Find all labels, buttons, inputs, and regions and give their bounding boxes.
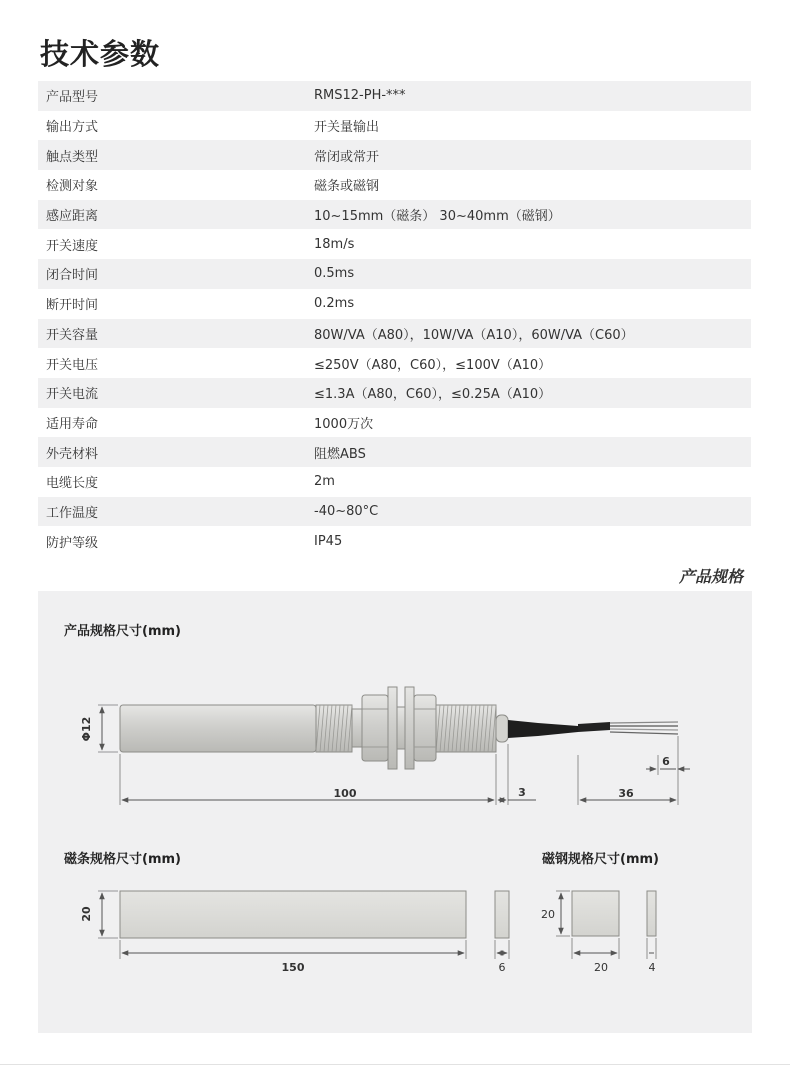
cable [508, 720, 578, 738]
spec-label: 开关电流 [46, 387, 99, 403]
spec-label: 开关容量 [46, 327, 99, 343]
spec-row [38, 111, 751, 141]
spec-row [38, 348, 751, 378]
spec-label: 防护等级 [46, 535, 99, 551]
cable-gland [496, 715, 508, 742]
strip-label: 6 [662, 755, 670, 768]
spec-label: 工作温度 [46, 505, 99, 521]
spec-value: RMS12-PH-*** [314, 88, 406, 104]
sensor-drawing [80, 687, 690, 805]
spec-value: 开关量输出 [314, 120, 380, 136]
gap-label: 3 [518, 786, 526, 799]
strip-height-label: 20 [80, 906, 93, 922]
length-label: 100 [333, 787, 357, 800]
spec-value: 磁条或磁钢 [314, 179, 380, 195]
spec-value: ≤250V（A80，C60），≤100V（A10） [314, 357, 552, 373]
spec-label: 输出方式 [46, 120, 99, 136]
spec-value: 10~15mm（磁条） 30~40mm（磁钢） [314, 209, 561, 225]
strip-length-label: 150 [281, 961, 305, 974]
dia-label: Φ12 [80, 716, 93, 742]
spec-label: 断开时间 [46, 298, 99, 314]
spec-row [38, 229, 751, 259]
spec-row [38, 140, 751, 170]
drawing-panel [38, 591, 752, 1033]
spec-row [38, 467, 751, 497]
spec-row [38, 81, 751, 111]
spec-label: 触点类型 [46, 149, 99, 165]
strip-bar [120, 891, 466, 938]
strip-side [495, 891, 509, 938]
magnet-block [572, 891, 619, 936]
spec-value: 0.5ms [314, 266, 355, 282]
spec-value: -40~80°C [314, 503, 379, 519]
technical-drawing [38, 591, 752, 1033]
magnet-side [647, 891, 656, 936]
magnet-width-label: 20 [594, 961, 608, 974]
spec-label: 电缆长度 [46, 476, 99, 492]
spec-value: 阻燃ABS [314, 446, 366, 462]
spec-value: 80W/VA（A80），10W/VA（A10），60W/VA（C60） [314, 327, 634, 343]
section-subtitle: 产品规格 [678, 567, 743, 586]
strip-drawing [80, 891, 509, 974]
strip-thickness-label: 6 [498, 961, 506, 974]
spec-row [38, 497, 751, 527]
spec-label: 开关速度 [46, 238, 99, 254]
spec-value: 0.2ms [314, 296, 355, 312]
spec-value: 2m [314, 474, 335, 490]
spec-row [38, 526, 751, 556]
magnet-thickness-label: 4 [648, 961, 656, 974]
spec-row [38, 259, 751, 289]
spec-label: 感应距离 [46, 209, 99, 225]
nut-right [414, 695, 436, 761]
product-drawing-title: 产品规格尺寸(mm) [64, 624, 181, 639]
spec-value: IP45 [314, 533, 343, 549]
spec-row [38, 289, 751, 319]
spec-value: 18m/s [314, 236, 355, 252]
cable-label: 36 [618, 787, 634, 800]
spec-label: 闭合时间 [46, 268, 99, 284]
spec-label: 检测对象 [46, 179, 99, 195]
sensor-body [120, 705, 316, 752]
spec-value: ≤1.3A（A80，C60），≤0.25A（A10） [314, 387, 552, 403]
spec-row [38, 408, 751, 438]
magnet-height-label: 20 [541, 908, 555, 921]
spec-table [38, 81, 751, 556]
spec-row [38, 200, 751, 230]
spec-label: 开关电压 [46, 357, 99, 373]
magnet-drawing [541, 891, 656, 974]
spec-row [38, 170, 751, 200]
spec-row [38, 378, 751, 408]
spec-row [38, 437, 751, 467]
spec-label: 适用寿命 [46, 416, 99, 432]
strip-drawing-title: 磁条规格尺寸(mm) [64, 852, 181, 867]
magnet-drawing-title: 磁钢规格尺寸(mm) [542, 852, 659, 867]
divider [0, 1064, 790, 1065]
spec-row [38, 319, 751, 349]
washer-left [388, 687, 397, 769]
page-title: 技术参数 [40, 37, 161, 71]
washer-right [405, 687, 414, 769]
spec-label: 产品型号 [46, 90, 99, 106]
spec-value: 常闭或常开 [314, 149, 380, 165]
cable-wires [610, 722, 678, 734]
spec-value: 1000万次 [314, 416, 374, 432]
spec-label: 外壳材料 [46, 446, 99, 462]
nut-left [362, 695, 388, 761]
